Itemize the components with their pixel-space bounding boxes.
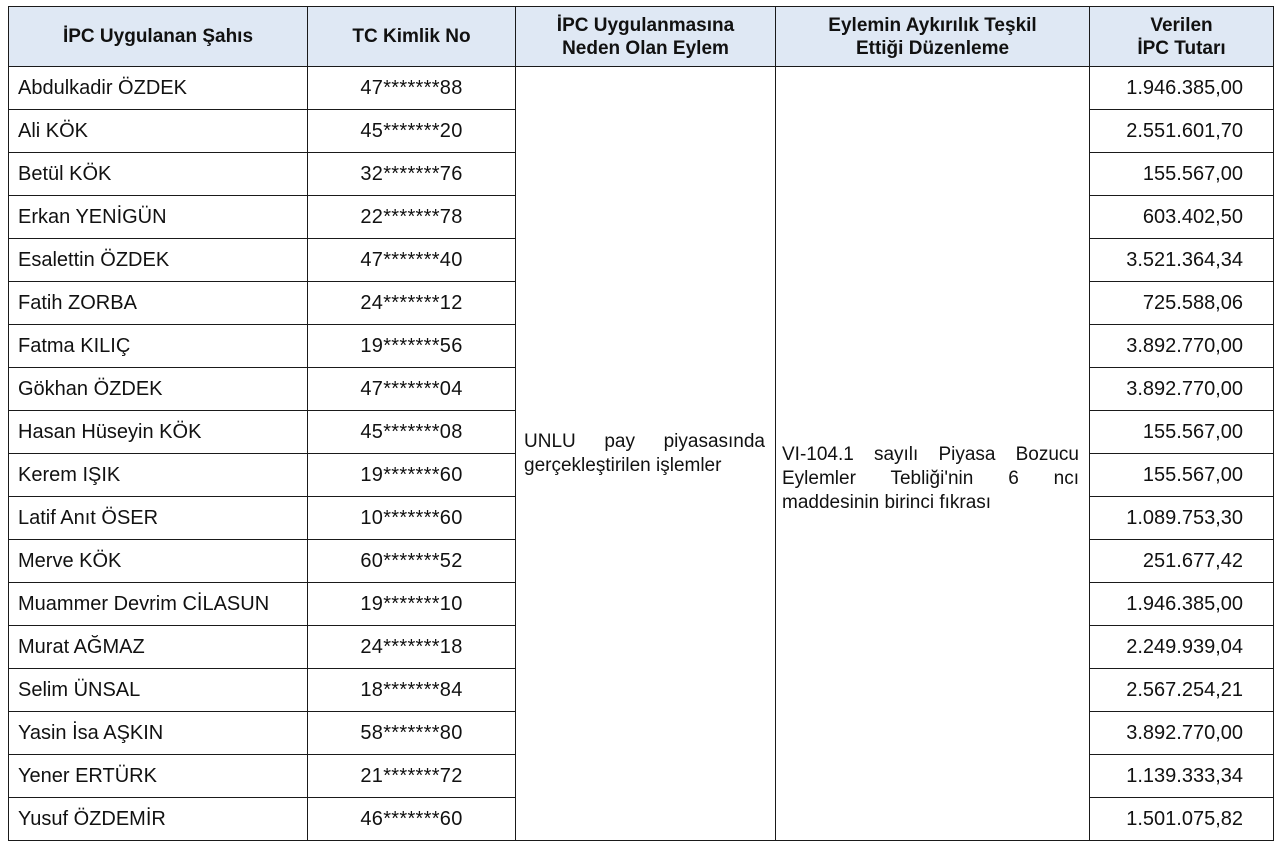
- tc-number: 45*******08: [308, 411, 516, 454]
- header-amount-line2: İPC Tutarı: [1137, 37, 1226, 59]
- tc-number: 22*******78: [308, 196, 516, 239]
- tc-number: 19*******10: [308, 583, 516, 626]
- person-name: Ali KÖK: [9, 110, 308, 153]
- person-name: Fatma KILIÇ: [9, 325, 308, 368]
- penalty-amount: 155.567,00: [1090, 153, 1274, 196]
- penalty-amount: 155.567,00: [1090, 454, 1274, 497]
- header-regulation-line1: Eylemin Aykırılık Teşkil: [828, 14, 1037, 36]
- person-name: Hasan Hüseyin KÖK: [9, 411, 308, 454]
- person-name: Esalettin ÖZDEK: [9, 239, 308, 282]
- person-name: Erkan YENİGÜN: [9, 196, 308, 239]
- tc-number: 58*******80: [308, 712, 516, 755]
- tc-number: 47*******88: [308, 67, 516, 110]
- person-name: Abdulkadir ÖZDEK: [9, 67, 308, 110]
- person-name: Betül KÖK: [9, 153, 308, 196]
- tc-number: 60*******52: [308, 540, 516, 583]
- penalty-amount: 3.892.770,00: [1090, 712, 1274, 755]
- penalty-amount: 3.892.770,00: [1090, 368, 1274, 411]
- header-regulation: [776, 7, 1090, 67]
- header-tc-label: TC Kimlik No: [352, 26, 471, 47]
- person-name: Selim ÜNSAL: [9, 669, 308, 712]
- penalty-table-container: [8, 6, 1274, 841]
- person-name: Yasin İsa AŞKIN: [9, 712, 308, 755]
- person-name: Merve KÖK: [9, 540, 308, 583]
- tc-number: 45*******20: [308, 110, 516, 153]
- tc-number: 24*******12: [308, 282, 516, 325]
- action-cell: UNLU pay piyasasında gerçekleştirilen işlemler: [516, 67, 776, 841]
- person-name: Fatih ZORBA: [9, 282, 308, 325]
- tc-number: 24*******18: [308, 626, 516, 669]
- tc-number: 47*******04: [308, 368, 516, 411]
- tc-number: 47*******40: [308, 239, 516, 282]
- header-amount-line1: Verilen: [1150, 14, 1213, 36]
- header-row: [9, 7, 1274, 67]
- person-name: Muammer Devrim CİLASUN: [9, 583, 308, 626]
- person-name: Murat AĞMAZ: [9, 626, 308, 669]
- penalty-table: [8, 6, 1274, 841]
- header-regulation-line2: Ettiği Düzenleme: [855, 37, 1010, 59]
- header-name: [9, 7, 308, 67]
- penalty-amount: 603.402,50: [1090, 196, 1274, 239]
- header-action-line1: İPC Uygulanmasına: [556, 14, 735, 36]
- penalty-amount: 2.249.939,04: [1090, 626, 1274, 669]
- header-name-label: İPC Uygulanan Şahıs: [62, 26, 254, 47]
- tc-number: 19*******56: [308, 325, 516, 368]
- tc-number: 19*******60: [308, 454, 516, 497]
- tc-number: 46*******60: [308, 798, 516, 841]
- header-amount: [1090, 7, 1274, 67]
- person-name: Yusuf ÖZDEMİR: [9, 798, 308, 841]
- table-body: [9, 67, 1274, 841]
- penalty-amount: 1.946.385,00: [1090, 67, 1274, 110]
- penalty-amount: 725.588,06: [1090, 282, 1274, 325]
- penalty-amount: 1.139.333,34: [1090, 755, 1274, 798]
- penalty-amount: 1.089.753,30: [1090, 497, 1274, 540]
- header-action: [516, 7, 776, 67]
- penalty-amount: 155.567,00: [1090, 411, 1274, 454]
- table-row: [9, 67, 1274, 110]
- tc-number: 18*******84: [308, 669, 516, 712]
- person-name: Kerem IŞIK: [9, 454, 308, 497]
- tc-number: 32*******76: [308, 153, 516, 196]
- regulation-cell: VI-104.1 sayılı Piyasa Bozucu Eylemler Tebliği'nin 6 ncı maddesinin birinci fıkrası: [776, 67, 1090, 841]
- header-tc: [308, 7, 516, 67]
- penalty-amount: 251.677,42: [1090, 540, 1274, 583]
- penalty-amount: 2.567.254,21: [1090, 669, 1274, 712]
- table-header: [9, 7, 1274, 67]
- header-action-line2: Neden Olan Eylem: [562, 37, 729, 59]
- penalty-amount: 3.521.364,34: [1090, 239, 1274, 282]
- tc-number: 21*******72: [308, 755, 516, 798]
- penalty-amount: 3.892.770,00: [1090, 325, 1274, 368]
- penalty-amount: 1.501.075,82: [1090, 798, 1274, 841]
- person-name: Latif Anıt ÖSER: [9, 497, 308, 540]
- tc-number: 10*******60: [308, 497, 516, 540]
- person-name: Yener ERTÜRK: [9, 755, 308, 798]
- person-name: Gökhan ÖZDEK: [9, 368, 308, 411]
- penalty-amount: 1.946.385,00: [1090, 583, 1274, 626]
- penalty-amount: 2.551.601,70: [1090, 110, 1274, 153]
